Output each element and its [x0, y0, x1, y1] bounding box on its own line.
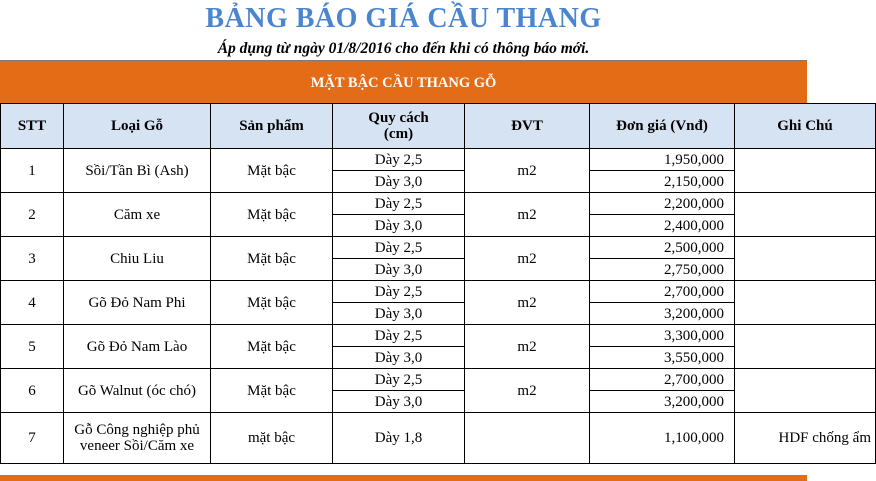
cell-price: 2,500,000 [590, 237, 735, 259]
cell-unit: m2 [465, 325, 590, 369]
page-title: BẢNG BÁO GIÁ CẦU THANG [205, 3, 602, 34]
cell-spec: Dày 2,5 [333, 369, 465, 391]
cell-price: 3,200,000 [590, 391, 735, 413]
cell-product: Mặt bậc [211, 281, 333, 325]
cell-wood: Căm xe [64, 193, 211, 237]
cell-spec: Dày 3,0 [333, 215, 465, 237]
cell-price: 2,750,000 [590, 259, 735, 281]
cell-spec: Dày 2,5 [333, 325, 465, 347]
cell-price: 1,100,000 [590, 413, 735, 464]
cell-stt: 5 [1, 325, 64, 369]
cell-product: Mặt bậc [211, 149, 333, 193]
cell-spec: Dày 3,0 [333, 391, 465, 413]
table-header-row [1, 104, 876, 149]
cell-product: Mặt bậc [211, 237, 333, 281]
cell-stt: 7 [1, 413, 64, 464]
cell-note [735, 149, 876, 193]
cell-price: 2,200,000 [590, 193, 735, 215]
cell-spec: Dày 3,0 [333, 259, 465, 281]
cell-price: 3,300,000 [590, 325, 735, 347]
header-note: Ghi Chú [735, 104, 876, 149]
header-spec-line2: (cm) [383, 126, 414, 142]
cell-price: 3,200,000 [590, 303, 735, 325]
section-title-band: MẶT BẬC CẦU THANG GỖ [0, 60, 807, 104]
cell-unit: m2 [465, 369, 590, 413]
cell-unit: m2 [465, 193, 590, 237]
table-row [1, 193, 876, 215]
header-wood-type: Loại Gỗ [64, 104, 211, 149]
table-row [1, 237, 876, 259]
header-unit: ĐVT [465, 104, 590, 149]
cell-wood: Sồi/Tần Bì (Ash) [64, 149, 211, 193]
cell-price: 2,150,000 [590, 171, 735, 193]
table-row [1, 413, 876, 464]
cell-unit [465, 413, 590, 464]
cell-unit: m2 [465, 281, 590, 325]
cell-note [735, 369, 876, 413]
header-spec [333, 104, 465, 149]
cell-price: 3,550,000 [590, 347, 735, 369]
cell-wood: Gõ Đỏ Nam Phi [64, 281, 211, 325]
header-product: Sản phẩm [211, 104, 333, 149]
cell-spec: Dày 3,0 [333, 347, 465, 369]
cell-spec: Dày 2,5 [333, 237, 465, 259]
table-row [1, 369, 876, 391]
cell-stt: 1 [1, 149, 64, 193]
cell-spec: Dày 2,5 [333, 149, 465, 171]
cell-stt: 6 [1, 369, 64, 413]
cell-wood: Chiu Liu [64, 237, 211, 281]
cell-spec: Dày 1,8 [333, 413, 465, 464]
cell-unit: m2 [465, 149, 590, 193]
cell-wood: Gỗ Công nghiệp phủ veneer Sồi/Căm xe [64, 413, 211, 464]
cell-product: mặt bậc [211, 413, 333, 464]
header-price: Đơn giá (Vnđ) [590, 104, 735, 149]
cell-product: Mặt bậc [211, 325, 333, 369]
cell-stt: 4 [1, 281, 64, 325]
cell-spec: Dày 3,0 [333, 303, 465, 325]
cell-spec: Dày 3,0 [333, 171, 465, 193]
cell-unit: m2 [465, 237, 590, 281]
price-table [0, 103, 876, 464]
table-row [1, 325, 876, 347]
cell-price: 2,700,000 [590, 281, 735, 303]
table-row [1, 281, 876, 303]
cell-note: HDF chống ẩm [735, 413, 876, 464]
page-subtitle: Áp dụng từ ngày 01/8/2016 cho đến khi có thông báo mới. [217, 40, 590, 57]
table-row [1, 149, 876, 171]
cell-price: 2,700,000 [590, 369, 735, 391]
cell-wood: Gõ Đỏ Nam Lào [64, 325, 211, 369]
cell-spec: Dày 2,5 [333, 281, 465, 303]
cell-price: 1,950,000 [590, 149, 735, 171]
cell-stt: 2 [1, 193, 64, 237]
cell-spec: Dày 2,5 [333, 193, 465, 215]
cell-note [735, 237, 876, 281]
cell-wood: Gõ Walnut (óc chó) [64, 369, 211, 413]
bottom-accent-band [0, 475, 807, 481]
header-spec-line1: Quy cách [368, 110, 429, 126]
cell-note [735, 281, 876, 325]
cell-note [735, 193, 876, 237]
header-stt: STT [1, 104, 64, 149]
cell-product: Mặt bậc [211, 369, 333, 413]
cell-note [735, 325, 876, 369]
cell-stt: 3 [1, 237, 64, 281]
cell-price: 2,400,000 [590, 215, 735, 237]
cell-product: Mặt bậc [211, 193, 333, 237]
